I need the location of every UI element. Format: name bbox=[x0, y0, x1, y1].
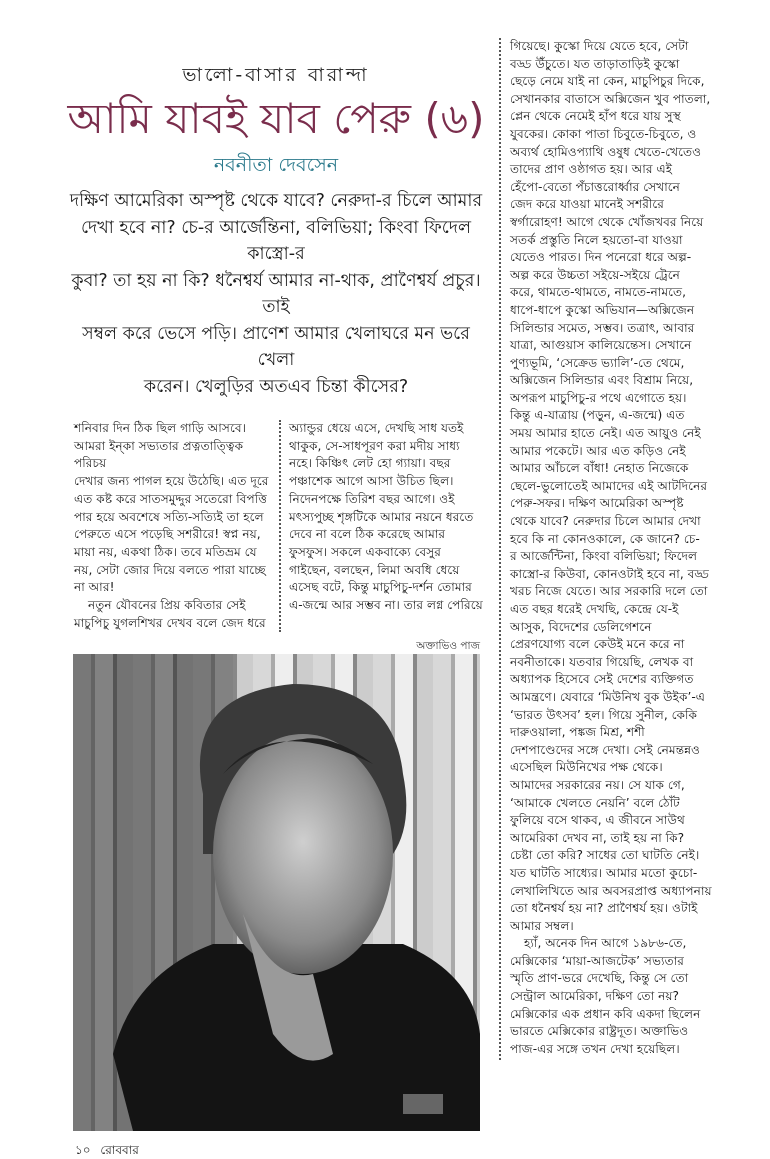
text-line: থাকুক, সে-সাধপূরণ করা মদীয় সাধ্য bbox=[289, 438, 460, 453]
body-columns bbox=[60, 420, 492, 632]
text-line: দেবে না বলে ঠিক করেছে আমার bbox=[289, 527, 446, 542]
section-label: ভালো-বাসার বারান্দা bbox=[182, 64, 370, 86]
text-line: সতর্ক প্রস্তুতি নিলে হয়তো-বা যাওয়া bbox=[510, 232, 683, 247]
text-line: থেকে যাবে? নেরুদার চিলে আমার দেখা bbox=[510, 514, 701, 529]
text-line: আমার আঁচলে বাঁধা! নেহাত নিজেকে bbox=[510, 461, 689, 476]
text-line: স্মৃতি প্রাণ-ভরে দেখেছি, কিন্তু সে তো bbox=[510, 971, 689, 986]
text-line: নয়, সেটা জোর দিয়ে বলতে পারা যাচ্ছে bbox=[74, 562, 266, 577]
text-line: সিলিন্ডার সমেত, সম্ভব। তত্রাৎ, আবার bbox=[510, 320, 695, 335]
text-line: এত কষ্ট করে সাতসমুদ্দুর সতেরো বিপত্তি bbox=[74, 491, 267, 506]
text-line: পেরুতে এসে পড়েছি সশরীরে! স্বপ্ন নয়, bbox=[74, 527, 261, 542]
lead-line: করেন। খেলুড়ির অতএব চিন্তা কীসের? bbox=[143, 376, 409, 397]
text-line: যেতেও পারত। দিন পনেরো ধরে অল্প- bbox=[510, 250, 692, 265]
text-line: ছেড়ে নেমে যাই না কেন, মাচুপিচুর দিকে, bbox=[510, 74, 705, 89]
lead-line: দক্ষিণ আমেরিকা অস্পৃষ্ট থেকে যাবে? নেরুদা-র চিলে আমার bbox=[69, 191, 483, 211]
text-line: এ-জন্মে আর সম্ভব না। তার লগ্ন পেরিয়ে bbox=[289, 598, 483, 613]
text-line: অব্যর্থ হোমিওপ্যাথি ওষুধ খেতে-খেতেও bbox=[510, 144, 702, 159]
left-region bbox=[60, 62, 492, 1159]
text-line: এসেছ বটে, কিন্তু মাচুপিচু-দর্শন তোমার bbox=[289, 580, 472, 595]
text-line: ‘আমাকে খেলতে নেয়নি’ বলে ঠোঁট bbox=[510, 795, 680, 810]
text-line: শনিবার দিন ঠিক ছিল গাড়ি আসবে। bbox=[74, 421, 247, 435]
lead-paragraph bbox=[66, 188, 486, 400]
article-title: আমি যাবই যাব পেরু (৬) bbox=[67, 94, 485, 143]
text-line: সেখানকার বাতাসে অক্সিজেন খুব পাতলা, bbox=[510, 91, 711, 106]
text-line: স্বর্গারোহণ! আগে থেকে খোঁজখবর নিয়ে bbox=[510, 214, 704, 229]
text-line: ধাপে-ধাপে কুস্কো অভিযান—অক্সিজেন bbox=[510, 302, 695, 317]
text-line: পঞ্চাশেক আগে আসা উচিত ছিল। bbox=[289, 474, 454, 489]
text-line: ফুলিয়ে বসে থাকব, এ জীবনে সাউথ bbox=[510, 813, 685, 828]
text-line: মাচুপিচু যুগলশিখর দেখব বলে জেদ ধরে bbox=[74, 615, 266, 630]
author-name: নবনীতা দেবসেন bbox=[213, 154, 339, 176]
text-line: মৎস্যপুচ্ছ শৃঙ্গটিকে আমার নয়নে ধরতে bbox=[289, 509, 474, 524]
text-line: সময় আমার হাতে নেই। এত আয়ুও নেই bbox=[510, 426, 701, 441]
text-line: হ্যাঁ, অনেক দিন আগে ১৯৮৬-তে, bbox=[524, 936, 687, 951]
text-line: প্রেরণযোগ্য বলে কেউই মনে করে না bbox=[510, 637, 685, 652]
text-line: গিয়েছে। কুস্কো দিয়ে যেতে হবে, সেটা bbox=[510, 39, 689, 53]
text-line: এসেছিল মিউনিখের পক্ষ থেকে। bbox=[510, 760, 663, 775]
text-line: হবে কি না কোনওকালে, কে জানে? চে- bbox=[510, 531, 700, 546]
text-line: ফুসফুস। সকলে একবাক্যে বেসুর bbox=[289, 544, 442, 559]
text-line: আমাদের সরকারের নয়। সে যাক গে, bbox=[510, 777, 685, 792]
text-line: আমেরিকা দেখব না, তাই হয় না কি? bbox=[510, 830, 685, 845]
text-line: দেখার জন্য পাগল হয়ে উঠেছি। এত দূরে bbox=[74, 474, 269, 489]
text-line: দারুওয়ালা, পঙ্কজ মিশ্র, শশী bbox=[510, 725, 645, 740]
text-line: আমার সম্বল। bbox=[510, 918, 574, 933]
text-line: নবনীতাকে। যতবার গিয়েছি, লেখক বা bbox=[510, 654, 694, 669]
portrait-image bbox=[73, 654, 480, 1131]
body-column-2 bbox=[279, 420, 486, 632]
text-line: হেঁপো-বেতো পঁচাত্তরোর্ধ্বার সেখানে bbox=[510, 179, 680, 194]
text-line: তো ধনৈশ্বর্য হয় না? প্রাণৈশ্বর্য হয়। ওটাই bbox=[510, 901, 698, 916]
text-line: খরচ নিজে যেতে। আর সরকারি দলে তো bbox=[510, 584, 708, 599]
right-region bbox=[499, 38, 732, 1060]
lead-line: সম্বল করে ভেসে পড়ি। প্রাণেশ আমার খেলাঘরে মন ভরে খেলা bbox=[82, 323, 470, 370]
text-line: ছেলে-ভুলোতেই আমাদের এই আটদিনের bbox=[510, 478, 708, 493]
text-line: অল্প করে উচ্চতা সইয়ে-সইয়ে ট্রেনে bbox=[510, 267, 680, 282]
text-line: নহে। কিঞ্চিৎ লেট হো গ্যায়া। বছর bbox=[289, 456, 451, 471]
text-line: লেখালিখিতে আর অবসরপ্রাপ্ত অধ্যাপনায় bbox=[510, 883, 712, 898]
magazine-name: রোববার bbox=[100, 1143, 139, 1158]
text-line: মেক্সিকোর এক প্রধান কবি একদা ছিলেন bbox=[510, 1006, 701, 1021]
text-line: না আর! bbox=[74, 580, 115, 595]
text-line: যাত্রা, আগুয়াস কালিয়েন্তেস। সেখানে bbox=[510, 338, 692, 353]
body-column-1 bbox=[74, 420, 279, 632]
text-line: অপরূপ মাচুপিচু-র পথে এগোতে হয়। bbox=[510, 390, 687, 405]
body-column-3 bbox=[510, 38, 732, 1058]
text-line: অ্যান্ডুর ধেয়ে এসে, দেখছি সাধ যতই bbox=[289, 421, 464, 435]
text-line: নতুন যৌবনের প্রিয় কবিতার সেই bbox=[88, 598, 246, 613]
text-line: মায়া নয়, একথা ঠিক। তবে মতিভ্রম যে bbox=[74, 544, 257, 559]
text-line: দেশপাণ্ডেদের সঙ্গে দেখা। সেই নেমন্তন্নও bbox=[510, 742, 701, 757]
text-line: আমরা ইন্‌কা সভ্যতার প্রত্নতাত্ত্বিক পরিচয় bbox=[74, 438, 244, 471]
text-line: আমার পকেটে। আর এত কড়িও নেই bbox=[510, 443, 686, 458]
text-line: করে, থামতে-থামতে, নামতে-নামতে, bbox=[510, 285, 686, 300]
lead-line: কুবা? তা হয় না কি? ধনৈশ্বর্য আমার না-থাক, প্রাণৈশ্বর্য প্রচুর। তাই bbox=[71, 270, 481, 317]
text-line: কাস্ত্রো-র কিউবা, কোনওটাই হবে না, বড্ড bbox=[510, 566, 710, 581]
text-line: চেষ্টা তো করি? সাধের তো ঘাটতি নেই। bbox=[510, 848, 700, 863]
text-line: যত ঘাটতি সাধ্যের। আমার মতো কুচো- bbox=[510, 865, 698, 880]
text-line: বড্ড উঁচুতে। যত তাড়াতাড়িই কুস্কো bbox=[510, 56, 680, 71]
lead-line: দেখা হবে না? চে-র আর্জেন্তিনা, বলিভিয়া; কিংবা ফিদেল কাস্ত্রো-র bbox=[80, 217, 472, 264]
photo-caption: অক্তাভিও পাজ bbox=[416, 640, 480, 653]
text-line: র আর্জেন্টিনা, কিংবা বলিভিয়া; ফিদেল bbox=[510, 549, 698, 564]
text-line: ভারতে মেক্সিকোর রাষ্ট্রদূত। অক্তাভিও bbox=[510, 1024, 689, 1039]
text-line: পেরু-সফর। দক্ষিণ আমেরিকা অস্পৃষ্ট bbox=[510, 496, 684, 511]
text-line: পুণ্যভূমি, ‘সেক্রেড ভ্যালি’-তে থেমে, bbox=[510, 355, 685, 370]
text-line: যুবকের। কোকা পাতা চিবুতে-চিবুতে, ও bbox=[510, 126, 697, 141]
text-line: কিন্তু এ-যাত্রায় (পড়ুন, এ-জন্মে) এত bbox=[510, 408, 685, 423]
text-line: প্লেন থেকে নেমেই হাঁপ ধরে যায় সুস্থ bbox=[510, 109, 681, 124]
text-line: নিদেনপক্ষে তিরিশ বছর আগে। ওই bbox=[289, 491, 455, 506]
text-line: তাদের প্রাণ ওষ্ঠাগত হয়। আর এই bbox=[510, 162, 673, 177]
text-line: মেক্সিকোর ‘মায়া-আজটেক’ সভ্যতার bbox=[510, 953, 684, 968]
text-line: আমন্ত্রণে। যেবারে ‘মিউনিখ বুক উইক’-এ bbox=[510, 689, 706, 704]
text-line: পার হয়ে অবশেষে সত্যি-সত্যিই তা হলে bbox=[74, 509, 264, 524]
text-line: ‘ভারত উৎসব’ হল। গিয়ে সুনীল, কেকি bbox=[510, 707, 698, 722]
page-footer bbox=[60, 1141, 492, 1159]
text-line: গাইছেন, বলছেন, লিমা অবধি ধেয়ে bbox=[289, 562, 460, 577]
text-line: এত বছর ধরেই দেখছি, কেন্দ্রে যে-ই bbox=[510, 602, 679, 616]
text-line: সেন্ট্রাল আমেরিকা, দক্ষিণ তো নয়? bbox=[510, 989, 680, 1004]
text-line: অধ্যাপক হিসেবে সেই দেশের ব্যক্তিগত bbox=[510, 672, 694, 687]
text-line: পাজ-এর সঙ্গে তখন দেখা হয়েছিল। bbox=[510, 1041, 680, 1056]
text-line: অক্সিজেন সিলিন্ডার এবং বিশ্রাম নিয়ে, bbox=[510, 373, 694, 388]
portrait-photo bbox=[73, 654, 480, 1131]
text-line: আসুক, বিদেশের ডেলিগেশনে bbox=[510, 619, 652, 634]
text-line: জেদ করে যাওয়া মানেই সশরীরে bbox=[510, 197, 664, 212]
page-number: ১০ bbox=[75, 1143, 91, 1158]
